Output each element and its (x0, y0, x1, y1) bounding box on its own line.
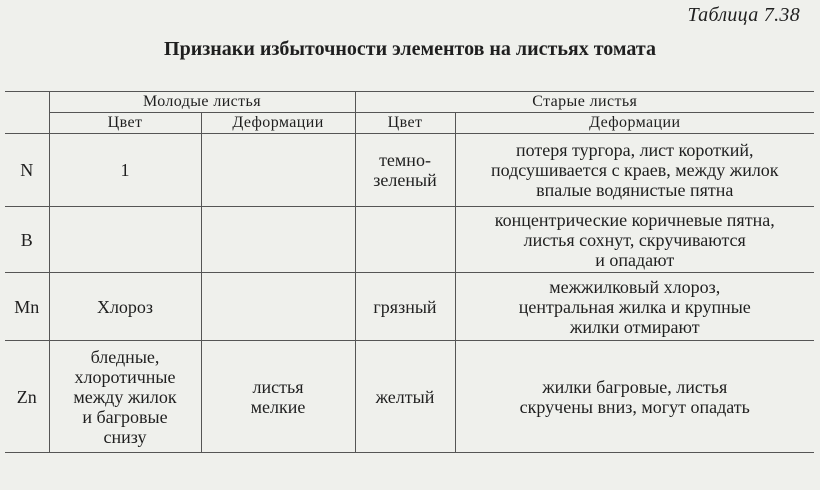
text-line: центральная жилка и крупные (518, 296, 751, 317)
old-deformation-cell (455, 341, 814, 453)
header-old-deformation: Деформации (455, 113, 814, 134)
table-row (5, 341, 814, 453)
table-row (5, 134, 814, 207)
text-line: грязный (373, 296, 437, 317)
header-young-leaves: Молодые листья (49, 92, 355, 113)
table-row (5, 207, 814, 273)
young-deformation-cell (201, 341, 355, 453)
header-old-leaves: Старые листья (355, 92, 814, 113)
text-line: темно- (379, 150, 431, 170)
table-number: Таблица 7.38 (687, 4, 800, 26)
text-line: жилки отмирают (569, 316, 700, 337)
young-color-cell (49, 341, 201, 453)
table-title: Признаки избыточности элементов на листьях томата (164, 38, 656, 60)
table-row (5, 273, 814, 341)
element-cell: B (5, 207, 49, 273)
young-color-cell: Хлороз (49, 273, 201, 341)
text-line: подсушивается с краев, между жилок (490, 160, 779, 180)
old-color-cell (355, 207, 455, 273)
element-cell: Zn (5, 341, 49, 453)
text-line: зеленый (373, 170, 437, 190)
old-color-cell (355, 341, 455, 453)
text-line: бледные, (90, 346, 160, 367)
old-color-cell (355, 273, 455, 341)
old-deformation-cell (455, 134, 814, 207)
young-deformation-cell (201, 273, 355, 341)
header-old-color: Цвет (355, 113, 455, 134)
text-line: и опадают (595, 249, 675, 270)
text-line: межжилковый хлороз, (549, 276, 721, 297)
text-line: листья (252, 376, 304, 397)
text-line: хлоротичные (74, 366, 176, 387)
header-element-cell (5, 92, 49, 134)
header-young-color: Цвет (49, 113, 201, 134)
text-line: впалые водянистые пятна (536, 180, 734, 200)
young-color-cell: 1 (49, 134, 201, 207)
header-row-groups (5, 92, 814, 113)
old-deformation-cell (455, 207, 814, 273)
young-deformation-cell (201, 134, 355, 207)
old-color-cell (355, 134, 455, 207)
young-color-cell (49, 207, 201, 273)
element-cell: N (5, 134, 49, 207)
text-line: и багровые (82, 406, 168, 427)
excess-elements-table (5, 91, 814, 453)
element-cell: Mn (5, 273, 49, 341)
text-line: жилки багровые, листья (542, 376, 728, 397)
text-line: желтый (375, 386, 435, 407)
header-row-columns (5, 113, 814, 134)
young-deformation-cell (201, 207, 355, 273)
text-line: скручены вниз, могут опадать (519, 396, 750, 417)
text-line: между жилок (73, 386, 177, 407)
old-deformation-cell (455, 273, 814, 341)
text-line: снизу (103, 426, 147, 447)
text-line: мелкие (250, 396, 306, 417)
text-line: потеря тургора, лист короткий, (515, 140, 754, 160)
text-line: листья сохнут, скручиваются (523, 229, 746, 250)
text-line: концентрические коричневые пятна, (494, 209, 775, 230)
header-young-deformation: Деформации (201, 113, 355, 134)
